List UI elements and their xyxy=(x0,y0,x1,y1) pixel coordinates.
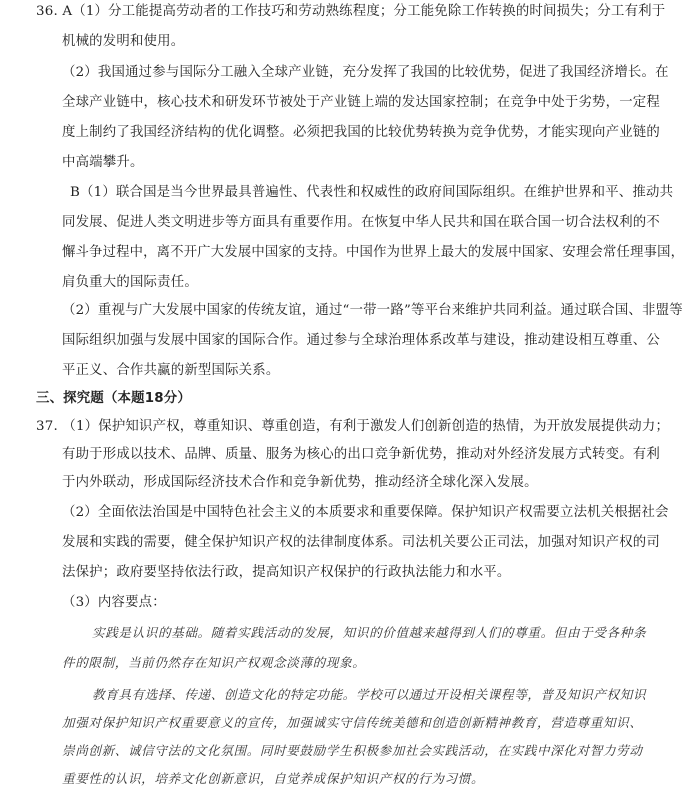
q37-p3-label: （3）内容要点： xyxy=(62,595,166,610)
q37-p2-line3: 法保护；政府要坚持依法行政，提高知识产权保护的行政执法能力和水平。 xyxy=(62,565,511,580)
q37-p2-line1: （2）全面依法治国是中国特色社会主义的本质要求和重要保障。保护知识产权需要立法机关根据社会 xyxy=(62,505,669,520)
q36-b2-line3: 平正义、合作共赢的新型国际关系。 xyxy=(62,363,280,378)
q37-p1-line3: 于内外联动，形成国际经济技术合作和竞争新优势，推动经济全球化深入发展。 xyxy=(62,475,538,490)
section-3-heading: 三、探究题（本题18分） xyxy=(36,391,191,406)
q37-p2-line2: 发展和实践的需要，健全保护知识产权的法律制度体系。司法机关要公正司法，加强对知识产权的司 xyxy=(62,535,660,550)
q36-b1-line3: 懈斗争过程中，离不开广大发展中国家的支持。中国作为世界上最大的发展中国家、安理会常任理事国， xyxy=(62,245,685,260)
q37-p3-para2-line2: 加强对保护知识产权重要意义的宣传，加强诚实守信传统美德和创造创新精神教育，营造尊重知识、 xyxy=(62,715,643,730)
q36-a1-line2: 机械的发明和使用。 xyxy=(62,34,185,49)
q37-p3-para2-line3: 崇尚创新、诚信守法的文化氛围。同时要鼓励学生积极参加社会实践活动，在实践中深化对智力劳动 xyxy=(62,743,643,758)
q36-a2-line3: 度上制约了我国经济结构的优化调整。必须把我国的比较优势转换为竞争优势，才能实现向产业链的 xyxy=(62,125,660,140)
q36-a2-line4: 中高端攀升。 xyxy=(62,155,144,170)
q37-p1-line1: 37. （1）保护知识产权，尊重知识、尊重创造，有利于激发人们创新创造的热情，为开放发展提供动力； xyxy=(36,419,670,434)
q37-p3-para2-line4: 重要性的认识，培养文化创新意识，自觉养成保护知识产权的行为习惯。 xyxy=(62,771,485,786)
q36-b1-line4: 肩负重大的国际责任。 xyxy=(62,275,198,290)
q36-b1-line2: 同发展、促进人类文明进步等方面具有重要作用。在恢复中华人民共和国在联合国一切合法权利的不 xyxy=(62,215,660,230)
q36-a1-line1: 36. A（1）分工能提高劳动者的工作技巧和劳动熟练程度；分工能免除工作转换的时间损失；分工有利于 xyxy=(36,4,666,19)
q37-p3-para2-line1: 教育具有选择、传递、创造文化的特定功能。学校可以通过开设相关课程等，普及知识产权知识 xyxy=(92,687,647,702)
q36-a2-line2: 全球产业链中，核心技术和研发环节被处于产业链上端的发达国家控制；在竞争中处于劣势，一定程 xyxy=(62,95,660,110)
q37-p3-para1-line2: 件的限制，当前仍然存在知识产权观念淡薄的现象。 xyxy=(62,655,366,670)
q36-b1-line1: B（1）联合国是当今世界最具普遍性、代表性和权威性的政府间国际组织。在维护世界和平、推动共 xyxy=(70,185,674,200)
q37-p3-para1-line1: 实践是认识的基础。随着实践活动的发展，知识的价值越来越得到人们的尊重。但由于受各种条 xyxy=(92,625,647,640)
q36-a2-line1: （2）我国通过参与国际分工融入全球产业链，充分发挥了我国的比较优势，促进了我国经济增长。在 xyxy=(62,65,669,80)
q37-p1-line2: 有助于形成以技术、品牌、质量、服务为核心的出口竞争新优势，推动对外经济发展方式转变。有利 xyxy=(62,447,660,462)
q36-b2-line2: 国际组织加强与发展中国家的国际合作。通过参与全球治理体系改革与建设，推动建设相互尊重、公 xyxy=(62,333,660,348)
q36-b2-line1: （2）重视与广大发展中国家的传统友谊，通过“一带一路”等平台来维护共同利益。通过联合国、非盟等 xyxy=(62,303,683,318)
